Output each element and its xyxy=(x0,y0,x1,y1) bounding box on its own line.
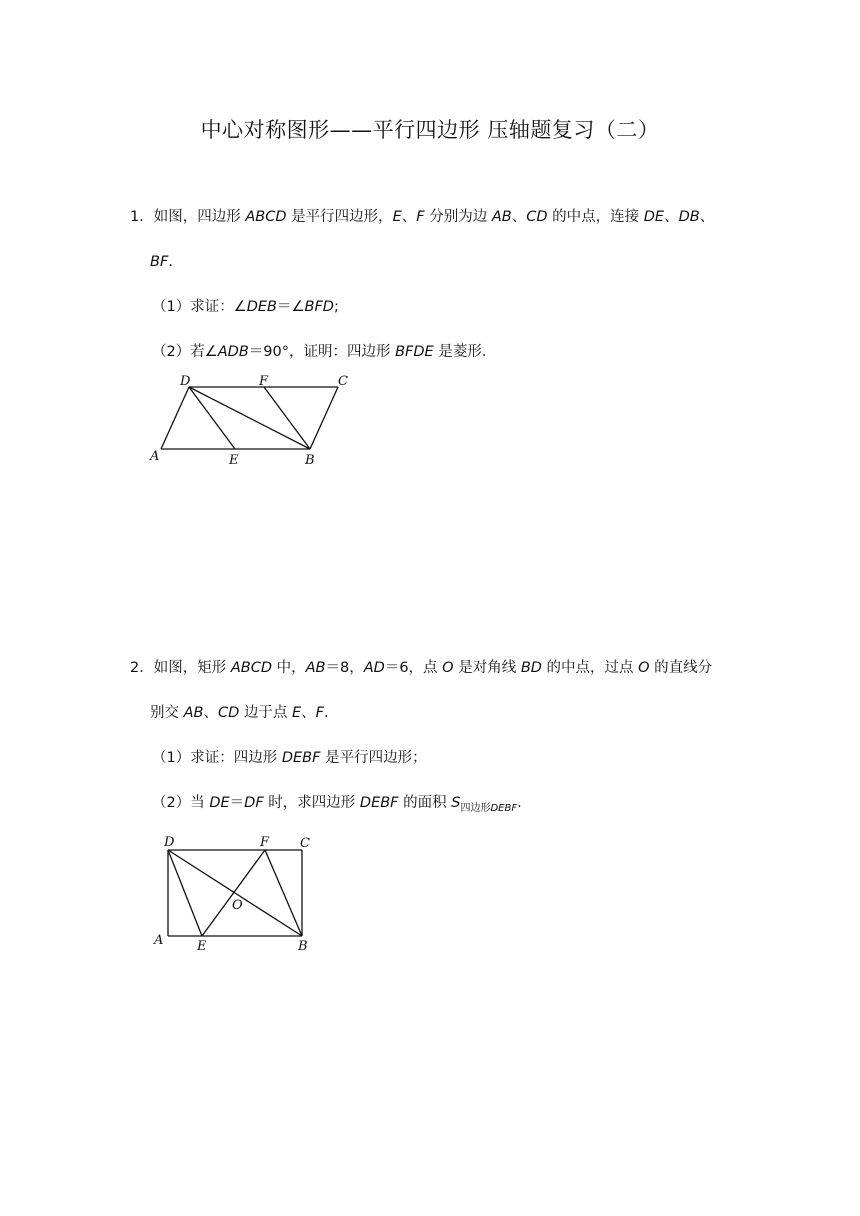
segment-bf xyxy=(264,387,310,449)
label-a: A xyxy=(154,933,164,948)
q1-text: 是平行四边形， xyxy=(286,209,393,225)
q2-text: （2）当 xyxy=(152,795,210,811)
q2-text: 是对角线 xyxy=(453,660,521,676)
q2-math: DE xyxy=(209,795,230,811)
q1-stem-line2 xyxy=(150,252,173,272)
segment-ef xyxy=(202,850,265,936)
q2-math: S xyxy=(451,795,461,811)
segment-fb xyxy=(265,850,302,936)
q2-text: ＝8， xyxy=(325,660,364,676)
q1-text: 的中点，连接 xyxy=(547,209,644,225)
q2-math: DEBF xyxy=(281,750,321,766)
label-a: A xyxy=(150,449,160,464)
q1-text: ＝∠ xyxy=(277,299,305,315)
q1-text: 是菱形． xyxy=(433,344,497,360)
q1-text: （1）求证：∠ xyxy=(152,299,247,315)
label-f: F xyxy=(259,374,269,389)
q1-math: ABCD xyxy=(245,209,287,225)
q1-math: BF xyxy=(150,254,169,270)
q1-text: 、 xyxy=(664,209,679,225)
q1-text: ＝90°，证明：四边形 xyxy=(248,344,396,360)
q1-math: DEB xyxy=(246,299,278,315)
q1-text: 1．如图，四边形 xyxy=(130,209,246,225)
q2-text: ＝ xyxy=(229,795,245,811)
q2-math: AB xyxy=(183,705,204,721)
area-subscript xyxy=(460,803,517,814)
q2-text: 是平行四边形； xyxy=(320,750,427,766)
label-b: B xyxy=(305,453,315,468)
q1-math: DB xyxy=(678,209,700,225)
q2-math: O xyxy=(442,660,454,676)
q2-math: O xyxy=(638,660,650,676)
q2-text: . xyxy=(517,795,522,811)
q1-text: 、 xyxy=(699,209,715,225)
q1-text: 分别为边 xyxy=(424,209,492,225)
q2-text: 的面积 xyxy=(398,795,452,811)
segment-db xyxy=(189,387,310,449)
segment-de xyxy=(189,387,235,449)
label-c: C xyxy=(300,836,310,851)
q2-part1 xyxy=(152,748,427,768)
q1-part1 xyxy=(152,297,339,317)
q1-math: ADB xyxy=(217,344,249,360)
label-d: D xyxy=(180,374,191,389)
q2-text: ＝6，点 xyxy=(384,660,443,676)
segment-de xyxy=(168,850,202,936)
q2-math: CD xyxy=(217,705,240,721)
q2-rectangle-figure xyxy=(148,826,348,961)
q2-text: 、 xyxy=(203,705,218,721)
q2-part2 xyxy=(152,793,522,815)
q2-text: 中， xyxy=(272,660,306,676)
page-title: 中心对称图形——平行四边形 压轴题复习（二） xyxy=(200,118,660,142)
q1-text: . xyxy=(168,254,173,270)
subscript-math: DEBF xyxy=(490,803,518,814)
q2-math: BD xyxy=(520,660,542,676)
q2-math: AB xyxy=(305,660,326,676)
q2-stem-line2 xyxy=(150,703,329,723)
q2-text: 、 xyxy=(301,705,316,721)
q1-stem-line1 xyxy=(130,207,714,227)
q2-math: DEBF xyxy=(359,795,399,811)
q1-math: BFDE xyxy=(395,344,434,360)
label-c: C xyxy=(338,374,348,389)
label-e: E xyxy=(229,453,239,468)
q1-math: F xyxy=(416,209,425,225)
q2-text: 边于点 xyxy=(239,705,292,721)
q1-part2 xyxy=(152,342,496,362)
q2-text: （1）求证：四边形 xyxy=(152,750,282,766)
subscript-text: 四边形 xyxy=(460,803,491,814)
q2-stem-line1 xyxy=(130,658,712,678)
side-ad xyxy=(161,387,189,449)
q2-text: 2．如图，矩形 xyxy=(130,660,231,676)
side-bc xyxy=(310,387,338,449)
label-o: O xyxy=(232,898,243,913)
q2-math: F xyxy=(315,705,325,721)
q2-text: 别交 xyxy=(150,705,184,721)
q1-math: CD xyxy=(526,209,548,225)
q2-text: 的中点，过点 xyxy=(541,660,639,676)
q2-math: E xyxy=(292,705,302,721)
q1-math: DE xyxy=(643,209,665,225)
label-d: D xyxy=(164,835,175,850)
q2-text: 的直线分 xyxy=(649,660,713,676)
q1-math: E xyxy=(392,209,402,225)
label-b: B xyxy=(298,939,308,954)
q1-text: 、 xyxy=(401,209,417,225)
q1-text: ; xyxy=(333,299,339,315)
q1-math: AB xyxy=(491,209,512,225)
q2-text: 时，求四边形 xyxy=(263,795,360,811)
q2-math: DF xyxy=(244,795,264,811)
q1-math: BFD xyxy=(304,299,334,315)
q1-parallelogram-figure xyxy=(140,368,360,468)
q2-math: AD xyxy=(363,660,385,676)
diagonal-db xyxy=(168,850,302,936)
q2-text: . xyxy=(324,705,329,721)
q1-text: 、 xyxy=(511,209,527,225)
q2-math: ABCD xyxy=(230,660,273,676)
q1-text: （2）若∠ xyxy=(152,344,218,360)
label-f: F xyxy=(260,835,270,850)
label-e: E xyxy=(197,939,207,954)
